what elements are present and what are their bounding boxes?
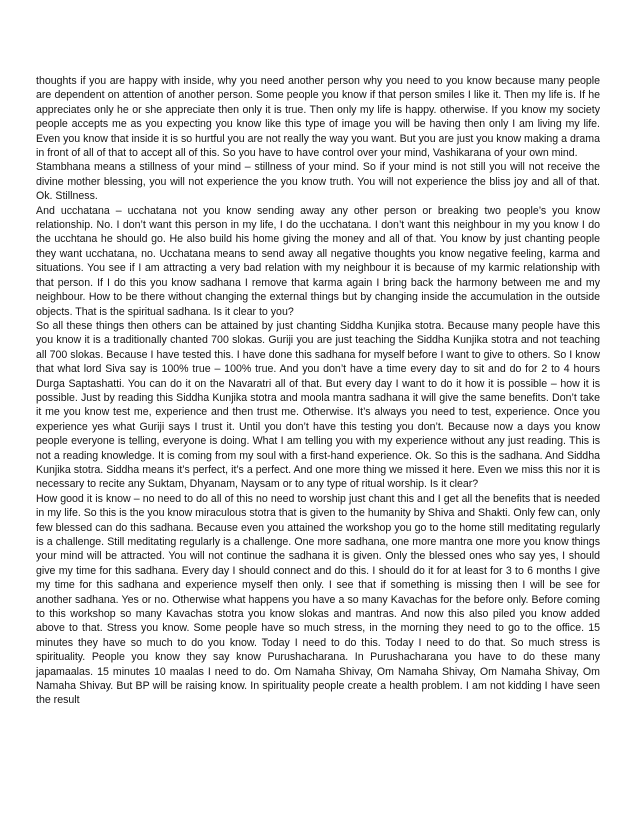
document-body bbox=[36, 74, 600, 708]
paragraph-sadhana-blessing: How good it is know – no need to do all of this no need to worship just chant this and I get all the benefits that is needed in my life. So this is the you know miraculous stotra that is given to the humanity by Shiva and Shakti. Only few can, only few blessed can do this sadhana. Because even you attained the workshop you go to the home still meditating regularly is a challenge. Still meditating regularly is a challenge. One more sadhana, one more mantra one more you know things your mind will be attracted. You will not continue the sadhana it is given. Only the blessed ones who say yes, I should give my time for this sadhana. Every day I should connect and do this. I should do it for at least for 3 to 6 months I give my time for this sadhana and experience myself then only. I see that if something is missing then I will be see for another sadhana. Yes or no. Otherwise what happens you have a so many Kavachas for the before only. Before coming to this workshop so many Kavachas stotra you know slokas and mantras. And now this also piled you know added above to that. Stress you know. Some people have so much stress, in the morning they need to go to the office. 15 minutes they have so much to do you know. Today I need to do this. Today I need to do that. So much stress is spirituality. People you know they say know Purushacharana. In Purushacharana you have to do these many japamaalas. 15 minutes 10 maalas I need to do. Om Namaha Shivay, Om Namaha Shivay, Om Namaha Shivay, Om Namaha Shivay. But BP will be raising know. In spirituality people create a health problem. I am not kidding I have seen the result bbox=[36, 492, 600, 707]
paragraph-stambhana: Stambhana means a stillness of your mind – stillness of your mind. So if your mind is not still you will not receive the divine mother blessing, you will not experience the you know truth. You will not experience the bliss joy and all of that. Ok. Stillness. bbox=[36, 161, 600, 203]
paragraph-siddha-kunjika: So all these things then others can be attained by just chanting Siddha Kunjika stotra. Because many people have this you know it is a traditionally chanted 700 slokas. Guriji you are just teaching the Siddha Kunjika stotra and not teaching all 700 slokas. Because I have tested this. I have done this sadhana for myself before I want to give to others. So I know that what lord Siva say is 100% true – 100% true. And you don’t have a time every day to sit and do for 2 to 4 hours Durga Saptashatti. You can do it on the Navaratri all of that. But every day I want to do it how it is possible – how it is possible. Just by reading this Siddha Kunjika stotra and moola mantra sadhana it will give the same benefits. Don’t take it me you know test me, experience and then trust me. Otherwise. It’s always you need to test, experience. Once you experience yes what Guriji says I trust it. Until you don’t have this testing you don’t. Because now a days you know people everyone is telling, everyone is doing. What I am telling you with my experience without any just reading. This is not a reading knowledge. It is coming from my soul with a first-hand experience. Ok. So this is the sadhana. And Siddha Kunjika stotra. Siddha means it’s perfect, it’s a perfect. And one more thing we missed it here. Even we miss this nor it is necessary to recite any Suktam, Dhyanam, Naysam or to any type of ritual worship. Is it clear? bbox=[36, 319, 600, 491]
paragraph-ucchatana: And ucchatana – ucchatana not you know sending away any other person or breaking two people’s you know relationship. No. I don’t want this person in my life, I do the ucchatana. I don’t want this neighbour in my you know I do the ucchtana he should go. He also build his home giving the money and all of that. You know by just chanting people they want ucchatana, no. Ucchatana means to send away all negative thoughts you know negative feeling, karma and situations. You see if I am attracting a very bad relation with my neighbour it is because of my karmic relationship with that person. If I do this you know sadhana I remove that karma again I bring back the harmony between me and my neighbour. How to be there without changing the external things but by changing inside the accumulation in the outside objects. That is the spiritual sadhana. Is it clear to you? bbox=[36, 204, 600, 318]
paragraph-mind-control: thoughts if you are happy with inside, why you need another person why you need to you know because many people are dependent on attention of another person. Some people you know if that person smiles I like it. Then my life is. If he appreciates only he or she appreciate then only it is true. Then only my life is happy. otherwise. If you know my society people accepts me as you expecting you know like this type of image you will be having then only I am living my life. Even you know that inside it is so hurtful you are not really the way you want. But you are just you know making a drama in front of all of that to accept all of this. So you have to have control over your mind, Vashikarana of your own mind. bbox=[36, 75, 600, 160]
